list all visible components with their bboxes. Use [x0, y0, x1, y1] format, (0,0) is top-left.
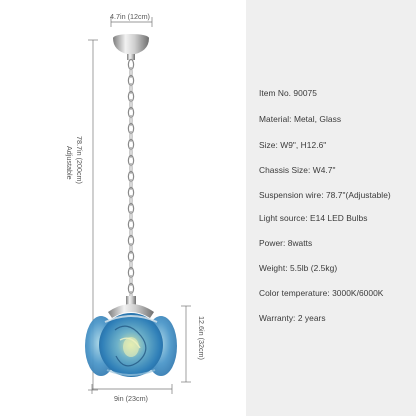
spec-warranty: Warranty: 2 years: [259, 313, 326, 323]
spec-power: Power: 8watts: [259, 238, 313, 248]
shade-height-label: 12.6in (32cm): [197, 316, 206, 360]
spec-size: Size: W9", H12.6": [259, 140, 327, 150]
spec-item-number: Item No. 90075: [259, 88, 317, 98]
spec-suspension-wire: Suspension wire: 78.7"(Adjustable): [259, 190, 391, 200]
height-label: 78.7in (200cm): [75, 136, 84, 184]
spec-color-temperature: Color temperature: 3000K/6000K: [259, 288, 384, 298]
shade-width-label: 9in (23cm): [114, 394, 148, 403]
spec-weight: Weight: 5.5lb (2.5kg): [259, 263, 338, 273]
specifications-panel: [246, 0, 416, 416]
top-width-label: 4.7in (12cm): [110, 12, 150, 21]
spec-light-source: Light source: E14 LED Bulbs: [259, 213, 368, 223]
spec-chassis-size: Chassis Size: W4.7": [259, 165, 336, 175]
glass-shade: [85, 313, 177, 377]
adjustable-label: Adjustable: [65, 146, 74, 180]
suspension-chain: [128, 60, 133, 302]
spec-material: Material: Metal, Glass: [259, 114, 342, 124]
